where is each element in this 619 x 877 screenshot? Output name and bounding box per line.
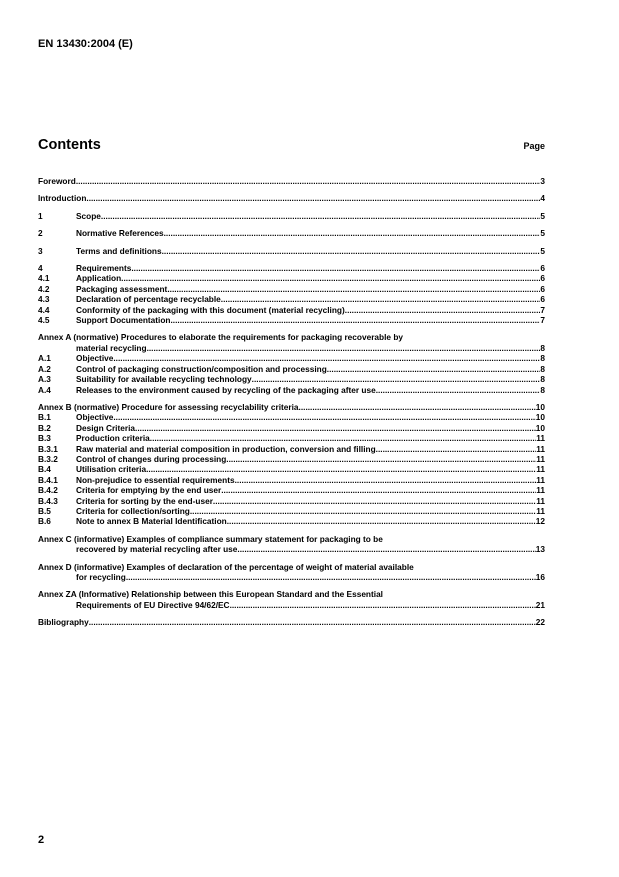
toc-title: Support Documentation (76, 315, 171, 326)
toc-entry[interactable] (38, 315, 545, 325)
toc-number: A.3 (38, 374, 51, 385)
toc-number: 4.4 (38, 304, 50, 315)
toc-number: B.3.2 (38, 453, 58, 464)
toc-title: Note to annex B Material Identification (76, 516, 227, 527)
toc-number: B.4 (38, 464, 51, 475)
toc-entry[interactable] (38, 506, 545, 516)
toc-entry-bibliography[interactable] (38, 617, 545, 627)
toc-entry-annex-a[interactable]: Annex A (normative) Procedures to elaborate the requirements for packaging recoverable by (38, 332, 404, 343)
toc-title: Introduction (38, 193, 87, 204)
toc-number: A.2 (38, 363, 51, 374)
toc-entry-annex-c[interactable]: Annex C (informative) Examples of compliance summary statement for packaging to be (38, 533, 383, 544)
toc-entry-terms[interactable] (38, 246, 545, 256)
toc-title: Criteria for collection/sorting (76, 505, 190, 516)
contents-title: Contents (38, 137, 101, 153)
toc-number: A.1 (38, 353, 51, 364)
toc-number: A.4 (38, 384, 51, 395)
toc-entry[interactable] (38, 305, 545, 315)
toc-entry-annex-za-cont[interactable] (38, 600, 545, 610)
toc-page: 11 (536, 485, 545, 496)
toc-entry-annex-b[interactable] (38, 402, 545, 412)
toc-title: Raw material and material composition in production, conversion and filling (76, 443, 376, 454)
toc-page: 7 (540, 304, 545, 315)
toc-entry-requirements[interactable] (38, 263, 545, 273)
toc-title: Design Criteria (76, 422, 136, 433)
toc-number: 1 (38, 210, 43, 221)
toc-title: Foreword (38, 176, 76, 186)
toc-page: 5 (540, 245, 545, 256)
toc-number: 3 (38, 245, 43, 256)
toc-entry[interactable] (38, 412, 545, 422)
toc-title: Suitability for available recycling technology (76, 374, 252, 385)
toc-entry[interactable] (38, 353, 545, 363)
toc-title: Utilisation criteria (76, 464, 147, 475)
toc-entry-foreword[interactable] (38, 176, 545, 186)
toc-title: Production criteria (76, 433, 150, 444)
toc-number: 4.5 (38, 315, 50, 326)
toc-title: Requirements of EU Directive 94/62/EC (76, 599, 230, 610)
toc-title: Terms and definitions (76, 245, 162, 256)
toc-entry[interactable] (38, 496, 545, 506)
toc-entry-annex-d-cont[interactable] (38, 572, 545, 582)
toc-title: Declaration of percentage recyclable (76, 294, 221, 305)
page-number: 2 (38, 834, 45, 846)
toc-entry[interactable] (38, 454, 545, 464)
toc-number: B.4.1 (38, 474, 58, 485)
toc-title: Packaging assessment (76, 283, 168, 294)
toc-page: 11 (536, 443, 545, 454)
toc-entry-annex-za[interactable]: Annex ZA (Informative) Relationship between this European Standard and the Essential (38, 589, 383, 600)
toc-entry[interactable] (38, 485, 545, 495)
toc-entry[interactable] (38, 385, 545, 395)
toc-page: 11 (536, 495, 545, 506)
contents-header (38, 137, 545, 157)
toc-page: 21 (535, 599, 545, 610)
toc-entry-introduction[interactable] (38, 193, 545, 203)
toc-number: 4.2 (38, 283, 50, 294)
toc-entry[interactable] (38, 284, 545, 294)
toc-entry[interactable] (38, 294, 545, 304)
toc-title: Control of changes during processing (76, 453, 227, 464)
toc-title: Requirements (76, 263, 132, 274)
toc-page: 6 (540, 273, 545, 284)
toc-number: 4 (38, 263, 43, 274)
toc-title: Bibliography (38, 617, 89, 628)
toc-title: Conformity of the packaging with this document (material recycling) (76, 304, 345, 315)
toc-entry[interactable] (38, 444, 545, 454)
toc-entry-annex-c-cont[interactable] (38, 544, 545, 554)
toc-title: Non-prejudice to essential requirements (76, 474, 235, 485)
toc-page: 11 (536, 474, 545, 485)
toc-page: 10 (535, 401, 545, 412)
toc-title: Criteria for sorting by the end-user (76, 495, 213, 506)
toc-entry[interactable] (38, 364, 545, 374)
toc-page: 8 (540, 342, 545, 353)
toc-number: 4.1 (38, 273, 50, 284)
toc-title: Control of packaging construction/composition and processing (76, 363, 327, 374)
toc-entry[interactable] (38, 273, 545, 283)
toc-number: 4.3 (38, 294, 50, 305)
toc-page: 7 (540, 315, 545, 326)
toc-number: B.1 (38, 412, 51, 423)
toc-title: Releases to the environment caused by recycling of the packaging after use (76, 384, 376, 395)
toc-entry[interactable] (38, 374, 545, 384)
toc-page: 11 (536, 464, 545, 475)
toc-page: 12 (535, 516, 545, 527)
toc-title: material recycling (76, 342, 147, 353)
toc-number: B.4.3 (38, 495, 58, 506)
toc-page: 6 (540, 283, 545, 294)
toc-page: 10 (535, 412, 545, 423)
toc-title: for recycling (76, 572, 126, 582)
toc-title: Annex B (normative) Procedure for assessing recyclability criteria (38, 401, 299, 412)
toc-title: Normative References (76, 228, 164, 239)
toc-page: 3 (540, 176, 545, 186)
toc-page: 11 (536, 433, 545, 444)
toc-entry[interactable] (38, 423, 545, 433)
toc-page: 13 (535, 544, 545, 555)
toc-title: Objective (76, 412, 114, 423)
toc-entry[interactable] (38, 464, 545, 474)
toc-page: 8 (540, 384, 545, 395)
toc-page: 6 (540, 294, 545, 305)
toc-number: B.4.2 (38, 485, 58, 496)
toc-page: 6 (540, 263, 545, 274)
toc-title: Objective (76, 353, 114, 364)
toc-number: B.2 (38, 422, 51, 433)
toc-number: B.3.1 (38, 443, 58, 454)
toc-number: 2 (38, 228, 43, 239)
toc-page: 11 (536, 505, 545, 516)
document-id: EN 13430:2004 (E) (38, 38, 133, 50)
toc-page: 16 (535, 572, 545, 582)
toc-entry[interactable] (38, 433, 545, 443)
toc-entry-normative-references[interactable] (38, 228, 545, 238)
toc-title: Scope (76, 210, 101, 221)
toc-entry[interactable] (38, 475, 545, 485)
toc-title: Application (76, 273, 122, 284)
toc-title: Criteria for emptying by the end user (76, 485, 222, 496)
toc-entry[interactable] (38, 516, 545, 526)
toc-page: 8 (540, 374, 545, 385)
toc-entry-scope[interactable] (38, 211, 545, 221)
toc-page: 11 (536, 453, 545, 464)
toc-page: 5 (540, 228, 545, 239)
table-of-contents (38, 176, 545, 628)
toc-entry-annex-a-cont[interactable] (38, 343, 545, 353)
toc-page: 4 (540, 193, 545, 204)
toc-number: B.6 (38, 516, 51, 527)
toc-number: B.5 (38, 505, 51, 516)
toc-page: 10 (535, 422, 545, 433)
toc-page: 8 (540, 363, 545, 374)
toc-page: 22 (535, 617, 545, 628)
toc-page: 5 (540, 210, 545, 221)
toc-title: recovered by material recycling after use (76, 544, 238, 555)
page-column-label: Page (523, 141, 545, 151)
toc-number: B.3 (38, 433, 51, 444)
toc-page: 8 (540, 353, 545, 364)
toc-entry-annex-d[interactable]: Annex D (informative) Examples of declaration of the percentage of weight of material available (38, 561, 414, 572)
